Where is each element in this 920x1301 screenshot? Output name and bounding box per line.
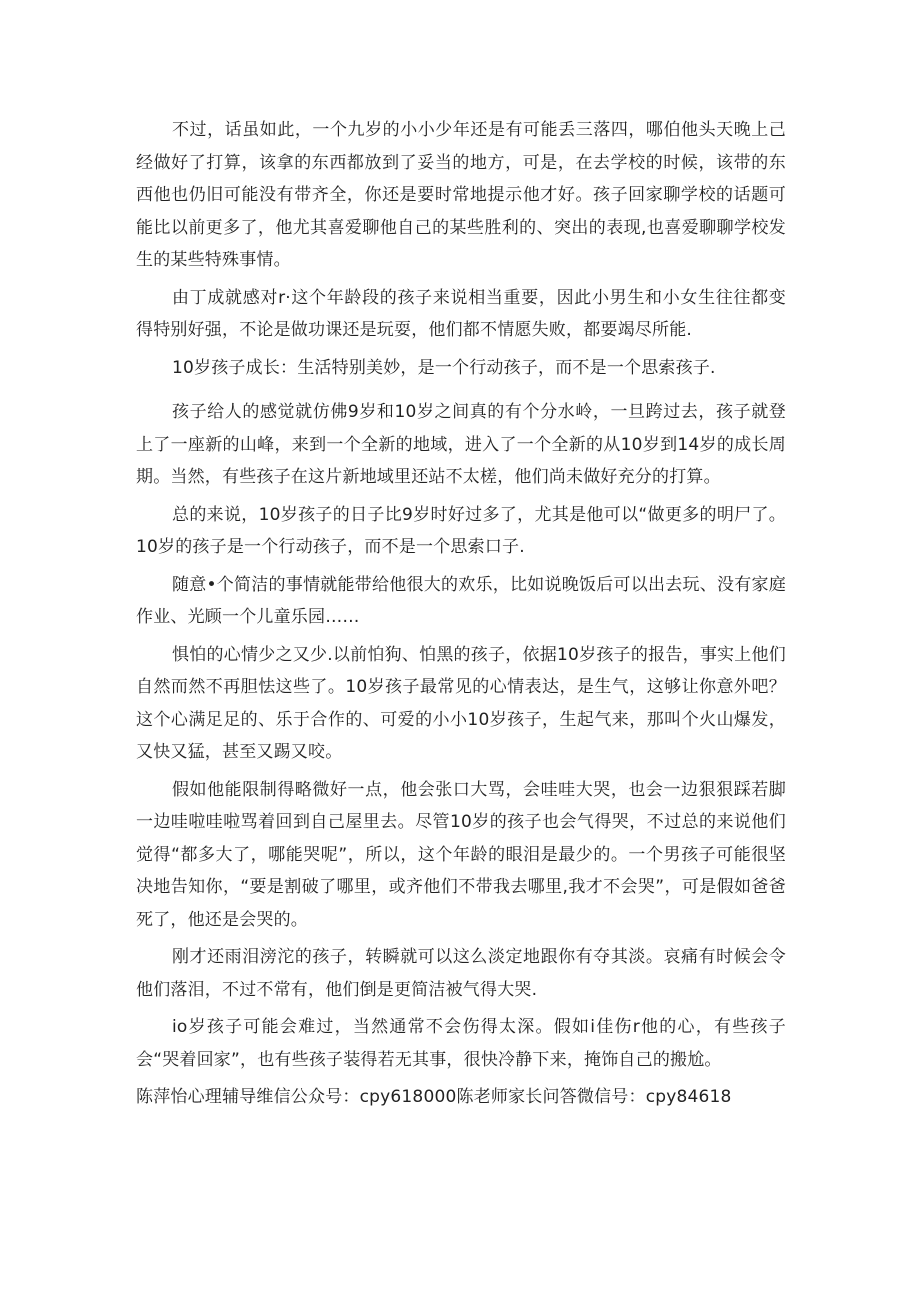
section-heading-10-year-old: 10岁孩子成长：生活特别美妙，是一个行动孩子，而不是一个思索孩子. — [172, 357, 716, 378]
document-body — [136, 114, 786, 1114]
paragraph-5: 随意•个简洁的事情就能带给他很大的欢乐，比如说晚饭后可以出去玩、没有家庭作业、光顾一个儿童乐园…… — [136, 574, 786, 627]
paragraph-1: 不过，话虽如此，一个九岁的小小少年还是有可能丢三落四，哪伯他头天晚上己经做好了打算，该拿的东西都放到了妥当的地方，可是，在去学校的时候，该带的东西他也仍旧可能没有带齐全，你还是要时常地提示他才好。孩子回家聊学校的话题可能比以前更多了，他尤其喜爱聊他自己的某些胜利的、突出的表现,也喜爱聊聊学校发生的某些特殊事情。 — [136, 120, 786, 270]
paragraph-6: 惧怕的心情少之又少.以前怕狗、怕黑的孩子，依据10岁孩子的报告，事实上他们自然而然不再胆怯这些了。10岁孩子最常见的心情表达，是生气，这够让你意外吧？这个心满足足的、乐于合作的、可爱的小小10岁孩子，生起气来，那叫个火山爆发，又快又猛，甚至又踢又咬。 — [136, 644, 786, 762]
paragraph-7: 假如他能限制得略微好一点，他会张口大骂，会哇哇大哭，也会一边狠狠踩若脚一边哇啦哇啦骂着回到自己屋里去。尽管10岁的孩子也会气得哭，不过总的来说他们觉得“都多大了，哪能哭呢”，所以，这个年龄的眼泪是最少的。一个男孩子可能很坚决地告知你，“要是割破了哪里，或齐他们不带我去哪里,我才不会哭”，可是假如爸爸死了，他还是会哭的。 — [136, 779, 786, 930]
paragraph-8: 刚才还雨泪滂沱的孩子，转瞬就可以这么淡定地跟你有夺其淡。哀痛有时候会令他们落泪，不过不常有，他们倒是更简洁被气得大哭. — [136, 947, 786, 1000]
paragraph-2: 由丁成就感对r·这个年龄段的孩子来说相当重要，因此小男生和小女生往往都变得特别好强，不论是做功课还是玩耍，他们都不情愿失败，都要竭尽所能. — [136, 287, 786, 340]
paragraph-4: 总的来说，10岁孩子的日子比9岁时好过多了，尤其是他可以“做更多的明尸了。10岁的孩子是一个行动孩子，而不是一个思索口子. — [136, 504, 786, 557]
paragraph-3: 孩子给人的感觉就仿佛9岁和10岁之间真的有个分水岭，一旦跨过去，孩子就登上了一座新的山峰，来到一个全新的地域，进入了一个全新的从10岁到14岁的成长周期。当然，有些孩子在这片新地域里还站不太槎，他们尚未做好充分的打算。 — [136, 402, 786, 487]
paragraph-9: io岁孩子可能会难过，当然通常不会伤得太深。假如i佳伤r他的心，有些孩子会“哭着回家”，也有些孩子装得若无其事，很快冷静下来，掩饰自己的搬尬。 — [136, 1017, 786, 1070]
contact-footer: 陈萍怡心理辅导维信公众号：cpy618000陈老师家长问答微信号：cpy84618 — [136, 1087, 732, 1107]
